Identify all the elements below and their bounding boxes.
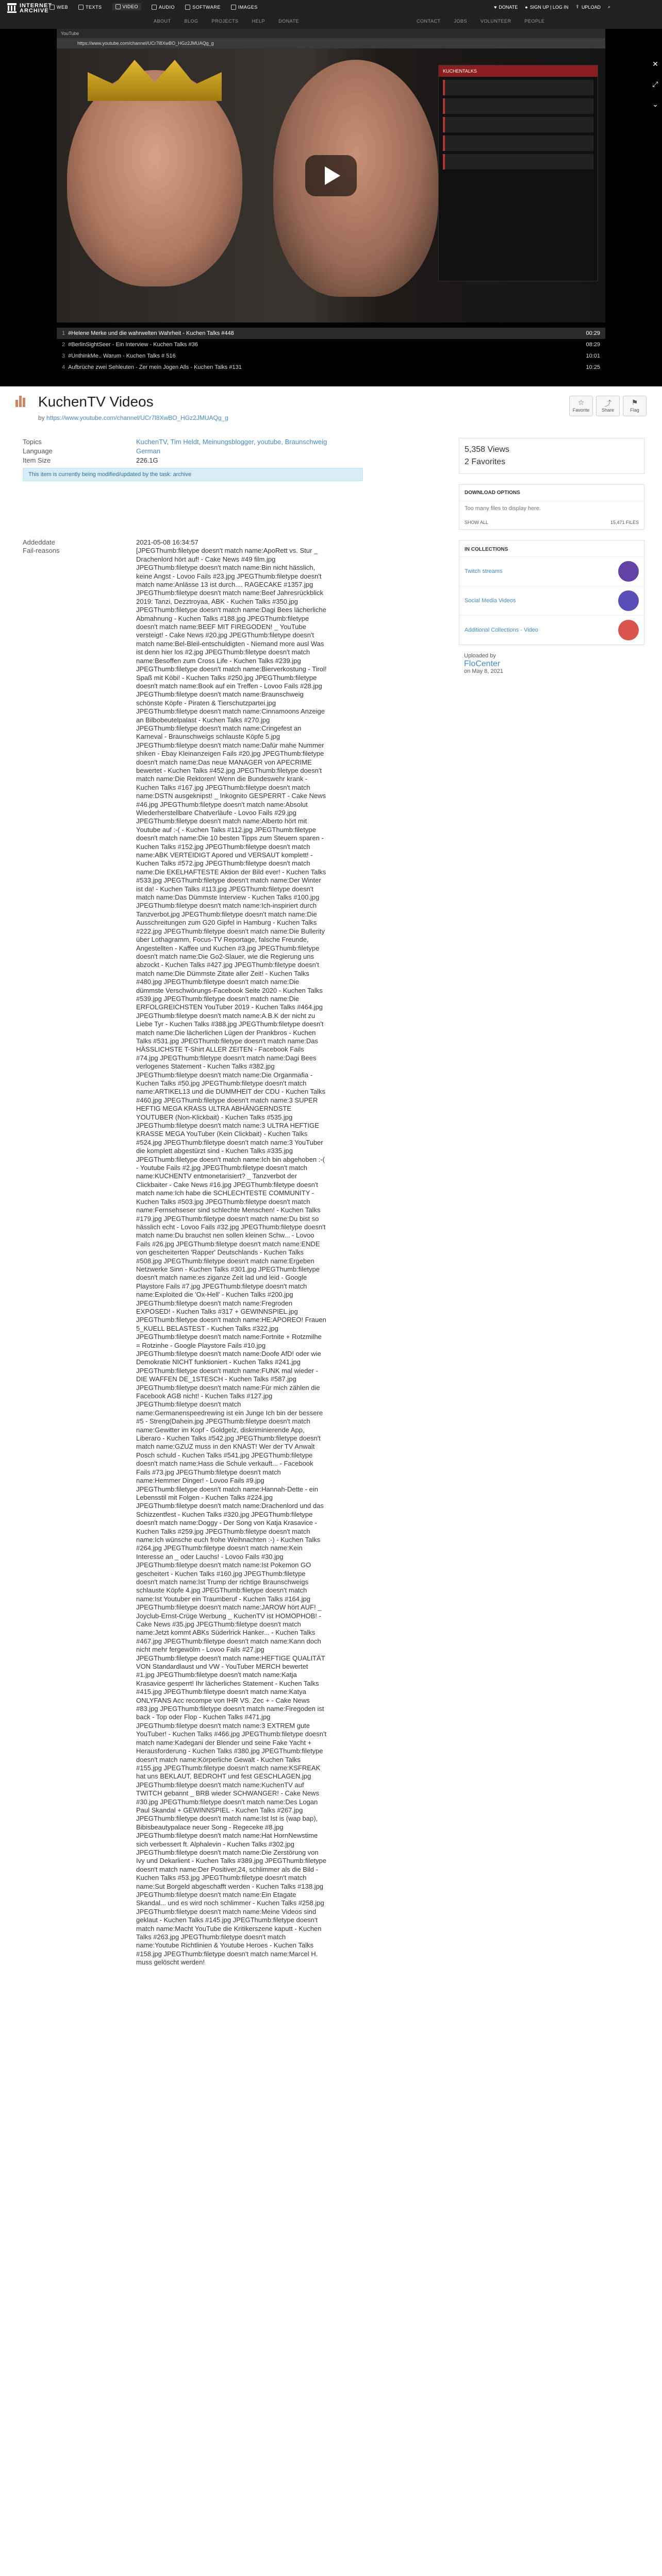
file-count: 15,471 FILES [610,520,639,525]
video-player[interactable] [57,29,605,323]
nav-volunteer[interactable]: VOLUNTEER [480,19,511,24]
login-link[interactable]: ● SIGN UP | LOG IN [525,4,569,10]
download-options [459,484,644,530]
collection-thumbnail [618,590,639,611]
item-actions [569,396,647,416]
collections-heading: IN COLLECTIONS [465,547,508,552]
right-rail [459,438,644,675]
addeddate-label: Addeddate [23,538,55,546]
speaker-icon [152,5,157,10]
person-left [67,70,242,286]
collection-link[interactable]: Social Media Videos [465,598,516,604]
nav-jobs[interactable]: JOBS [454,19,467,24]
nav-about[interactable]: ABOUT [154,19,171,24]
flag-icon: ⚑ [631,398,638,406]
item-creator: by https://www.youtube.com/channel/UCr7l8XwBO_HGz2JMUAQg_g [38,414,228,421]
share-icon: ⤴ [604,399,611,408]
image-icon [231,5,236,10]
collection-item[interactable] [459,615,644,645]
nav-texts[interactable]: TEXTS [78,4,102,10]
language-link[interactable]: German [136,447,160,455]
player-browser-tab: YouTube [57,29,605,38]
item-header [15,391,647,437]
upload-date: on May 8, 2021 [464,668,503,674]
nav-images[interactable]: IMAGES [231,4,258,10]
uploader-info: Uploaded by FloCenter on May 8, 2021 [459,652,644,675]
web-icon [49,5,55,10]
task-notice: This item is currently being modified/updated by the task: archive [23,468,363,481]
nav-people[interactable]: PEOPLE [524,19,545,24]
download-heading: DOWNLOAD OPTIONS [459,485,644,501]
creator-link[interactable]: https://www.youtube.com/channel/UCr7l8XwBO_HGz2JMUAQg_g [46,414,228,421]
heart-icon: ♥ [494,4,497,10]
page-title: KuchenTV Videos [38,394,154,410]
nav-projects[interactable]: PROJECTS [211,19,239,24]
play-button[interactable] [305,155,357,196]
theater [0,29,662,386]
metadata-row: Item Size 226.1G [23,456,158,464]
show-all-files[interactable]: SHOW ALL 15,471 FILES [465,520,639,525]
collection-link[interactable]: Twitch streams [465,568,503,574]
playlist [57,328,605,373]
film-icon [115,4,121,9]
collection-link[interactable]: Additional Collections - Video [465,627,538,633]
search-button[interactable] [608,4,610,10]
flag-button[interactable]: ⚑ Flag [623,396,647,416]
logo-line-1: INTERNET [20,3,52,9]
collections-panel [459,540,644,645]
uploader-link[interactable]: FloCenter [464,659,501,668]
logo-line-2: ARCHIVE [20,8,49,14]
upload-link[interactable]: ⇧ UPLOAD [575,4,601,10]
donate-link[interactable]: ♥ DONATE [494,4,518,10]
playlist-duration: 08:29 [586,342,600,348]
collection-thumbnail [618,620,639,640]
upload-icon: ⇧ [575,4,580,9]
nav-donate[interactable]: DONATE [278,19,299,24]
sub-nav-left [154,19,299,24]
metadata-row: Language German [23,447,160,455]
movies-icon [15,396,28,407]
playlist-duration: 10:25 [586,364,600,370]
item-stats [459,438,644,474]
theater-controls [651,60,660,109]
download-note: Too many files to display here. [465,505,541,512]
nav-web[interactable]: WEB [49,4,68,10]
fail-reasons-value: [JPEGThumb:filetype doesn't match name:ApoRett vs. Stur _ Drachenlord hört auf! - Cake News #49 film.jpg JPEGThumb:filetype doesn't match name:Bin nicht hässlich, keine Angst - Lovoo Fails #23.jpg JPEGThumb:filetype doesn't match name:Anlässe 13 ist durch.... RAGECAKE #1357.jpg JPEGThumb:filetype doesn't match name:Beef Jahresrückblick 2019: Tanzi, Dezztroyaa, ABK - Kuchen Talks #350.jpg JPEGThumb:filetype doesn't match name:Dagi Bees lächerliche Abmahnung - Kuchen Talks #188.jpg JPEGThumb:filetype doesn't match name:BEEF MIT FIREGODEN! _ YouTube versteigt! - Cake News #20.jpg JPEGThumb:filetype doesn't match name:Bel-Bleil-entschuldigten - Niemand more ausl Was ist denn hier los #2.jpg JPEGThumb:filetype doesn't match name:Besoffen zum Cross Life - Kuchen Talks #239.jpg JPEGThumb:filetype doesn't match name:Bierverkostung - Tirol! Spaß mit Köbi! - Kuchen Talks #250.jpg JPEGThumb:filetype doesn't match name:Book auf ein Treffen - Lovoo Fails #28.jpg JPEGThumb:filetype doesn't match name:Braunschweig schönste Köpfe - Piraten & Tierschutzpartei.jpg JPEGThumb:filetype doesn't match name:Cinnamoons Anzeige an Bilbobeutelpalast - Kuchen Talks #270.jpg JPEGThumb:filetype doesn't match name:Cringefest an Karneval - Braunschweigs schlauste Köpfe 5.jpg JPEGThumb:filetype doesn't match name:Dafür mahe Nummer shiken - Ebay Kleinanzeigen Fails #20.jpg JPEGThumb:filetype doesn't match name:Das neue MANAGER von APECRIME bewertet - Kuchen Talks #452.jpg JPEGThumb:filetype doesn't match name:Die Rektoren! Wenn die Bundeswehr krank - Kuchen Talks #167.jpg JPEGThumb:filetype doesn't match name:DSTN ausgeknipst! _ Inkognito GESPERRT - Cake News #46.jpg JPEGThumb:filetype doesn't match name:Absolut Wiederherstellbare Chatverläufe - Lovoo Fails #29.jpg JPEGThumb:filetype doesn't match name:Alberto hört mit Youtube auf :-( - Kuchen Talks #112.jpg JPEGThumb:filetype doesn't match name:Die 10 besten Tipps zum Steuern sparen - Kuchen Talks #152.jpg JPEGThumb:filetype doesn't match name:ABK VERTEIDIGT Apored und VERSAUT komplett! - Kuchen Talks #572.jpg JPEGThumb:filetype doesn't match name:Die EKELHAFTESTE Aktion der Bild ever! - Kuchen Talks #533.jpg JPEGThumb:filetype doesn't match name:Der Winter ist da! - Kuchen Talks #113.jpg JPEGThumb:filetype doesn't match name:Das Dümmste Interview - Kuchen Talks #100.jpg JPEGThumb:filetype doesn't match name:Ich-inspiriert durch Tanzverbot.jpg JPEGThumb:filetype doesn't match name:Die Ausschreitungen zum G20 Gipfel in Hamburg - Kuchen Talks #222.jpg JPEGThumb:filetype doesn't match name:Die Bullerity über Lothagramm, Focus-TV Reportage, falsche Freunde, Angestellten - Kaffee und Kuchen #3.jpg JPEGThumb:filetype doesn't match name:Die Go2-Slauer, wie die Regierung uns abzockt - Kuchen Talks #427.jpg JPEGThumb:filetype doesn't match name:Die Dümmste Zitate aller Zeit! - Kuchen Talks #480.jpg JPEGThumb:filetype doesn't match name:Die dümmste Verschwörungs-Facebook Seite 2020 - Kuchen Talks #539.jpg JPEGThumb:filetype doesn't match name:Die ERFOLGREICHSTEN YouTuber 2019 - Kuchen Talks #464.jpg JPEGThumb:filetype doesn't match name:A.B.K der nicht zu Liebe Tyr - Kuchen Talks #388.jpg JPEGThumb:filetype doesn't match name:Die lächerlichen Lügen der Prankbros - Kuchen Talks #531.jpg JPEGThumb:filetype doesn't match name:Das HÄSSLICHSTE T-Shirt ALLER ZEITEN - Facebook Fails #74.jpg JPEGThumb:filetype doesn't match name:Dagi Bees verlogenes Statement - Kuchen Talks #382.jpg JPEGThumb:filetype doesn't match name:Die Organmafia - Kuchen Talks #50.jpg JPEGThumb:filetype doesn't match name:ARTIKEL13 und die DUMMHEIT der CDU - Kuchen Talks #460.jpg JPEGThumb:filetype doesn't match name:3 SUPER HEFTIG MEGA KRASS ULTRA ABHÄNGERNDSTE YOUTUBER (Non-Klickbait) - Kuchen Talks #535.jpg JPEGThumb:filetype doesn't match name:3 ULTRA HEFTIGE KRASSE MEGA YouTuber (Kein Clickbait) - Kuchen Talks #524.jpg JPEGThumb:filetype doesn't match name:3 YouTuber die komplett abgestürzt sind - Kuchen Talks #335.jpg JPEGThumb:filetype doesn't match name:Ich bin abgehoben :-( - Youtube Fails #2.jpg JPEGThumb:filetype doesn't match name:KUCHENTV entmonetarisiert? _ Tanzverbot der Clickbaiter - Cake News #16.jpg JPEGThumb:filetype doesn't match name:Ich habe die SCHLECHTESTE COMMUNITY - Kuchen Talks #503.jpg JPEGThumb:filetype doesn't match name:Fernsehseser sind schlechte Menschen! - Kuchen Talks #179.jpg JPEGThumb:filetype doesn't match name:Du bist so hässlich echt - Lovoo Fails #32.jpg JPEGThumb:filetype doesn't match name:Du brauchst nen sollen kleinen Schw... - Lovoo Fails #26.jpg JPEGThumb:filetype doesn't match name:ENDE von gescheiterten 'Rapper' Deutschlands - Kuchen Talks #508.jpg JPEGThumb:filetype doesn't match name:Ergeben Netzwerke Sinn - Kuchen Talks #301.jpg JPEGThumb:filetype doesn't match name:es ziganze Zeit lad und leid - Google Playstore Fails #7.jpg JPEGThumb:filetype doesn't match name:Exploited die 'Ox-Hell' - Kuchen Talks #200.jpg JPEGThumb:filetype doesn't match name:Fregroden EXPOSED! - Kuchen Talks #317 + GEWINNSPIEL.jpg JPEGThumb:filetype doesn't match name:HE:APOREO! Frauen 5_KUELL BELASTEST - Kuchen Talks #322.jpg JPEGThumb:filetype doesn't match name:Fortnite + Rotzmilhe = Rotzinhe - Google Playstore Fails #10.jpg JPEGThumb:filetype doesn't match name:Doofe AfD! oder wie Demokratie NICHT funktioniert - Kuchen Talks #241.jpg JPEGThumb:filetype doesn't match name:FUNK mal wieder - DIE WAFFEN DE_1STESCH - Kuchen Talks #587.jpg JPEGThumb:filetype doesn't match name:Für mich zählen die Facebook AGB nicht! - Kuchen Talks #127.jpg JPEGThumb:filetype doesn't match name:Germanenspeedrewing ist ein Junge Ich bin der bessere #5 - Streng(Dahein.jpg JPEGThumb:filetype doesn't match name:Gewitter im Kopf - Goldgelz, diskriminierende App, Liberaro - Kuchen Talks #542.jpg JPEGThumb:filetype doesn't match name:GZUZ muss in den KNAST! Wer der TV Anwalt Posch schuld - Kuchen Talks #541.jpg JPEGThumb:filetype doesn't match name:Hass die Schule verkauft... - Facebook Fails #73.jpg JPEGThumb:filetype doesn't match name:Hemmer Dinger! - Lovoo Fails #9.jpg JPEGThumb:filetype doesn't match name:Hannah-Dette - ein Lebensstil mit Folgen - Kuchen Talks #224.jpg JPEGThumb:filetype doesn't match name:Drachenlord und das Schizzentfest - Kuchen Talks #320.jpg JPEGThumb:filetype doesn't match name:Doggy - Der Song von Katja Krasavice - Kuchen Talks #259.jpg JPEGThumb:filetype doesn't match name:Ich wünsche euch frohe Weihnachten :-) - Kuchen Talks #264.jpg JPEGThumb:filetype doesn't match name:Kein Interesse an _ oder Lauchs! - Lovoo Fails #30.jpg JPEGThumb:filetype doesn't match name:Ist Pokemon GO gescheitert - Kuchen Talks #160.jpg JPEGThumb:filetype doesn't match name:Ist Trump der richtige Braunschweigs schlauste Köpfe 4.jpg JPEGThumb:filetype doesn't match name:Ist Youtuber ein Traumberuf - Kuchen Talks #164.jpg JPEGThumb:filetype doesn't match name:JAROW hört AUF! _ Joyclub-Ernst-Crüge Werbung _ KuchenTV ist HOMOPHOB! - Cake News #35.jpg JPEGThumb:filetype doesn't match name:Jetzt kommt ABKs Süderlrick Hanker... - Kuchen Talks #467.jpg JPEGThumb:filetype doesn't match name:Kann doch nicht mehr fergewölm - Lovoo Fails #27.jpg JPEGThumb:filetype doesn't match name:HEFTIGE QUALITÄT VON Standardlaust und VW - YouTuber MERCH bewertet #1.jpg JPEGThumb:filetype doesn't match name:Katja Krasavice gesperrt! Ihr lächerliches Statement - Kuchen Talks #415.jpg JPEGThumb:filetype doesn't match name:Katya ONLYFANS Acc recompe von IHR VS. Zec + - Cake News #83.jpg JPEGThumb:filetype doesn't match name:Firegoden ist back - Top oder Flop - Kuchen Talks #471.jpg JPEGThumb:filetype doesn't match name:3 EXTREM gute YouTuber! - Kuchen Talks #466.jpg JPEGThumb:filetype doesn't match name:Kadegani der Blender und seine Fake Yacht + Herausforderung - Kuchen Talks #380.jpg JPEGThumb:filetype doesn't match name:Körperliche Gewalt - Kuchen Talks #155.jpg JPEGThumb:filetype doesn't match name:KSFREAK hat uns BEKLAUT, BEDROHT und fest GESCHLAGEN.jpg JPEGThumb:filetype doesn't match name:KuchenTV auf TWITCH gebannt _ BRB wieder SCHWANGER! - Cake News #30.jpg JPEGThumb:filetype doesn't match name:Des Logan Paul Skandal + GEWINNSPIEL - Kuchen Talks #267.jpg JPEGThumb:filetype doesn't match name:Ist Ist is (wap bap), Bibisbeautypalace neuer Song - Regeceke #8.jpg JPEGThumb:filetype doesn't match name:Hat HornNewstime sich verbessert ft. Alphalevin - Kuchen Talks #302.jpg JPEGThumb:filetype doesn't match name:Die Zerstörung von Ivy und Dekarlient - Kuchen Talks #389.jpg JPEGThumb:filetype doesn't match name:Der Positiver,24, schlimmer als die Bild - Kuchen Talks #53.jpg JPEGThumb:filetype doesn't match name:Sut Borgeld abgeschafft werden - Kuchen Talks #138.jpg JPEGThumb:filetype doesn't match name:Ein Etagate Skandal... und es wird noch schlimmer - Kuchen Talks #258.jpg JPEGThumb:filetype doesn't match name:Meine Videos sind geklaut - Kuchen Talks #145.jpg JPEGThumb:filetype doesn't match name:Macht YouTube die Kritikerszene kaputt - Kuchen Talks #263.jpg JPEGThumb:filetype doesn't match name:Youtube Richtlinien & Youtube Heroes - Kuchen Talks #158.jpg JPEGThumb:filetype doesn't match name:Marcel H. muss gelöscht werden! [136,547,327,1967]
share-button[interactable]: ⤴ Share [596,396,620,416]
playlist-item[interactable]: 2 #BerlinSightSeer - Ein Interview - Kuchen Talks #36 08:29 [57,339,605,350]
archive-building-icon [7,3,16,13]
star-icon: ☆ [577,398,585,406]
top-navigation [0,0,662,29]
user-nav [494,4,610,10]
fail-reasons-label: Fail-reasons [23,547,60,554]
media-type-nav [49,4,258,10]
user-icon: ● [525,4,528,10]
nav-blog[interactable]: BLOG [184,19,198,24]
close-icon[interactable]: ✕ [652,60,658,68]
favorite-button[interactable]: ☆ Favorite [569,396,593,416]
inset-header: KUCHENTALKS [439,65,598,77]
nav-contact[interactable]: CONTACT [417,19,441,24]
topics-link[interactable]: KuchenTV, Tim Heldt, Meinungsblogger, youtube, Braunschweig [136,438,327,446]
screen-inset [438,65,598,281]
book-icon [78,5,84,10]
internet-archive-logo[interactable] [7,3,52,13]
player-url-bar: https://www.youtube.com/channel/UCr7l8XwBO_HGz2JMUAQg_g [57,38,605,48]
nav-software[interactable]: SOFTWARE [185,4,221,10]
fullscreen-icon[interactable]: ⤢ [652,80,658,88]
collection-thumbnail [618,561,639,582]
nav-video[interactable]: VIDEO [112,3,142,10]
playlist-duration: 00:29 [586,330,600,336]
collapse-icon[interactable]: ⌄ [652,100,658,108]
metadata [23,438,363,481]
playlist-item[interactable]: 1 #Helene Merke und die wahrwelten Wahrheit - Kuchen Talks #448 00:29 [57,328,605,339]
metadata-values [136,538,327,1967]
views-count: 5,358 Views [465,445,509,454]
favorites-count: 2 Favorites [465,457,506,466]
playlist-item[interactable]: 3 #UnthinkMe.. Warum - Kuchen Talks # 516 10:01 [57,350,605,362]
nav-audio[interactable]: AUDIO [152,4,175,10]
collection-item[interactable] [459,586,644,615]
metadata-row: Topics KuchenTV, Tim Heldt, Meinungsblogger, youtube, Braunschweig [23,438,327,446]
collection-item[interactable] [459,556,644,586]
search-icon: ⌕ [607,4,610,9]
floppy-icon [185,5,190,10]
sub-nav-right [417,19,544,24]
nav-help[interactable]: HELP [252,19,266,24]
playlist-item[interactable]: 4 Aufbrüche zwei Sehleuten - Zer mein Jogen Alls - Kuchen Talks #131 10:25 [57,362,605,373]
playlist-duration: 10:01 [586,353,600,359]
addeddate-value: 2021-05-08 16:34:57 [136,538,198,546]
